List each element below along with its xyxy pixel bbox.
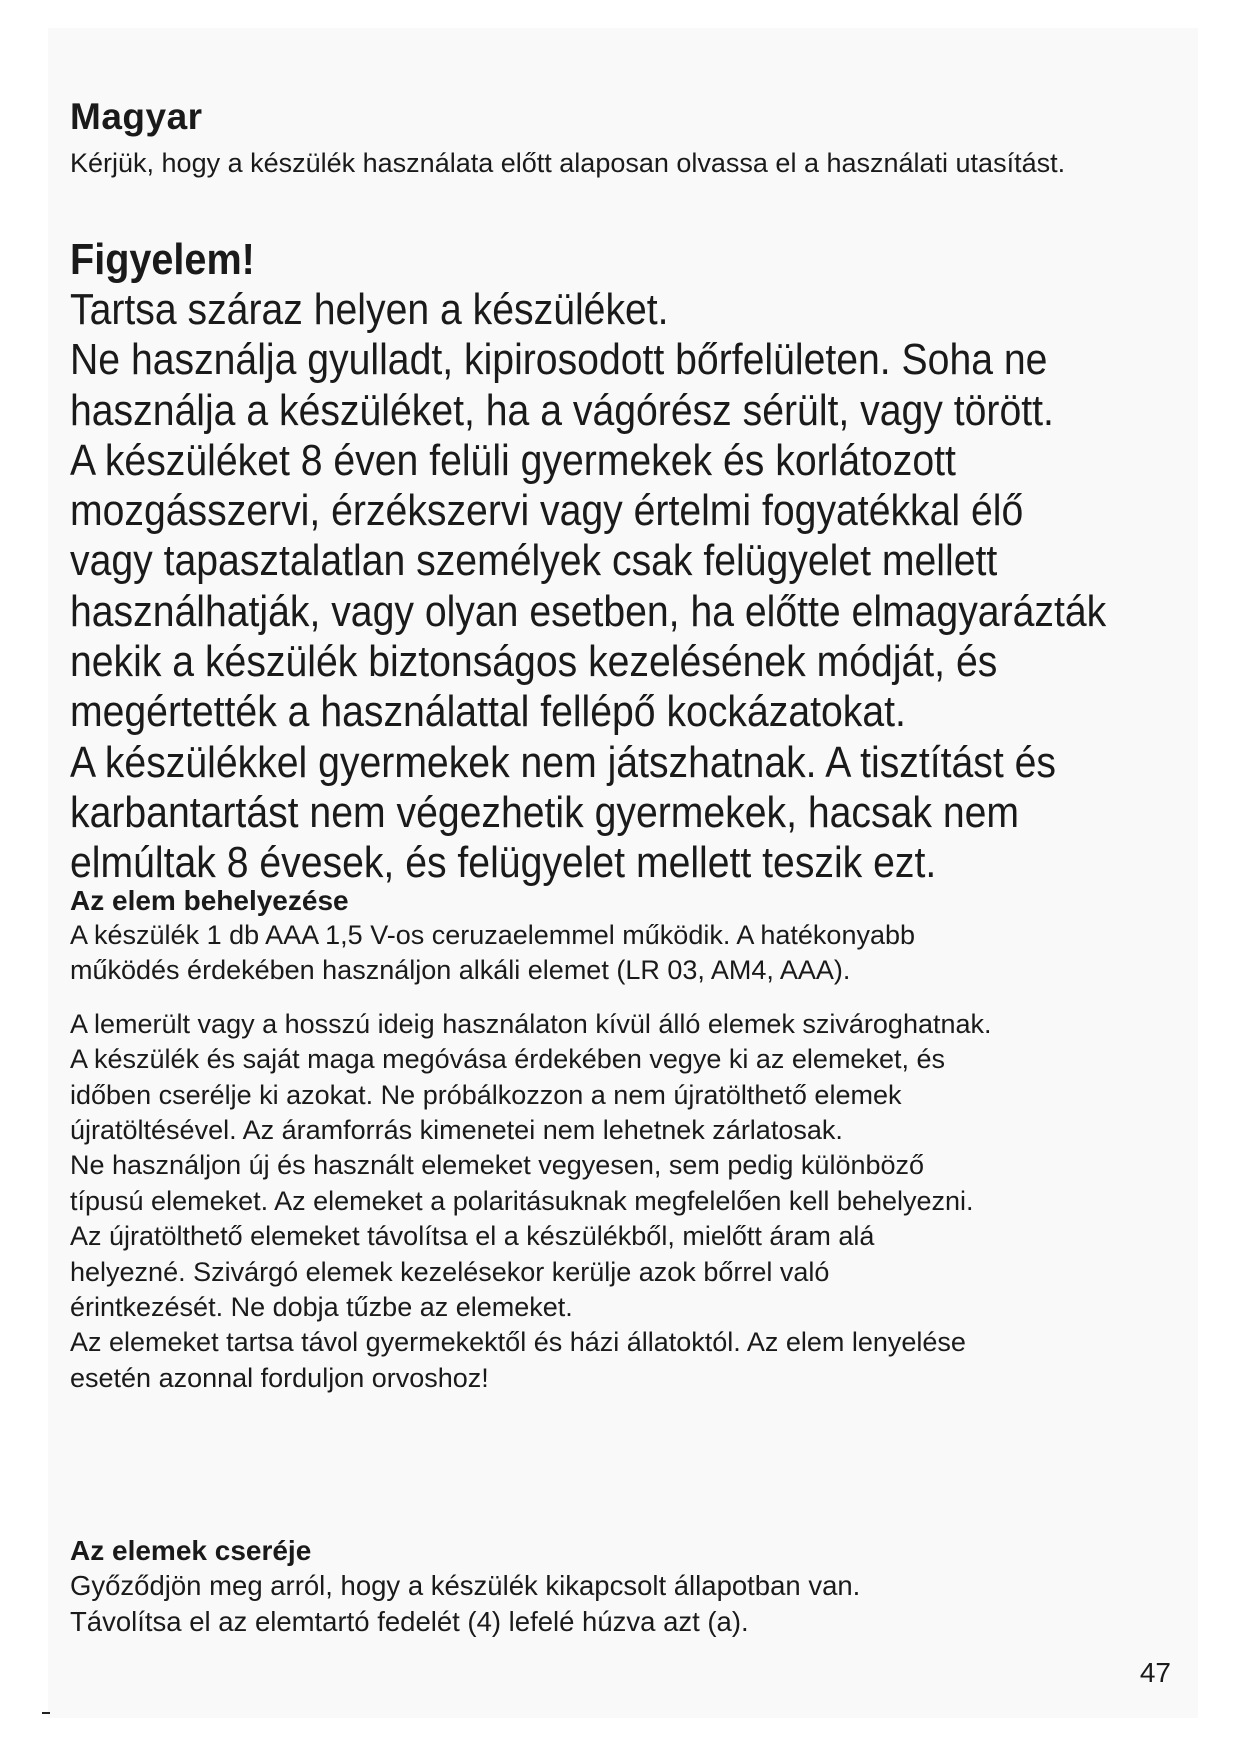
- warning-line: használhatják, vagy olyan esetben, ha előtte elmagyarázták: [70, 586, 1107, 636]
- warning-title: Figyelem!: [70, 235, 255, 284]
- document-body: [70, 95, 1180, 1637]
- language-heading: Magyar: [70, 96, 203, 137]
- text-line: A készülék és saját maga megóvása érdekében vegye ki az elemeket, és: [70, 1044, 945, 1075]
- text-line: újratöltésével. Az áramforrás kimenetei nem lehetnek zárlatosak.: [70, 1115, 843, 1146]
- battery-replacement-paragraph: [70, 1568, 1180, 1640]
- warning-line: Tartsa száraz helyen a készüléket.: [70, 285, 669, 334]
- intro-paragraph: Kérjük, hogy a készülék használata előtt alaposan olvassa el a használati utasítást.: [70, 148, 1066, 178]
- text-line: Ne használjon új és használt elemeket vegyesen, sem pedig különböző: [70, 1150, 925, 1181]
- text-line: Győződjön meg arról, hogy a készülék kikapcsolt állapotban van.: [70, 1570, 861, 1601]
- warning-line: A készülékkel gyermekek nem játszhatnak. A tisztítást és: [70, 737, 1056, 787]
- page-number: 47: [1139, 1657, 1171, 1688]
- text-line: Az elemeket tartsa távol gyermekektől és házi állatoktól. Az elem lenyelése: [70, 1327, 966, 1358]
- text-line: időben cserélje ki azokat. Ne próbálkozzon a nem újratölthető elemek: [70, 1079, 902, 1110]
- warning-paragraph: [70, 285, 1111, 889]
- text-line: működés érdekében használjon alkáli elemet (LR 03, AM4, AAA).: [70, 955, 851, 986]
- warning-line: karbantartást nem végezhetik gyermekek, hacsak nem: [70, 787, 1020, 837]
- warning-line: elmúltak 8 évesek, és felügyelet mellett teszik ezt.: [70, 838, 937, 888]
- warning-line: használja a készüléket, ha a vágórész sérült, vagy törött.: [70, 385, 1054, 435]
- text-line: érintkezését. Ne dobja tűzbe az elemeket.: [70, 1292, 573, 1323]
- battery-insertion-section: [70, 884, 1180, 1396]
- text-line: Távolítsa el az elemtartó fedelét (4) lefelé húzva azt (a).: [70, 1606, 749, 1637]
- battery-insertion-paragraph-2: [70, 1007, 1180, 1396]
- text-line: A lemerült vagy a hosszú ideig használaton kívül álló elemek szivároghatnak.: [70, 1008, 992, 1039]
- warning-line: A készüléket 8 éven felüli gyermekek és korlátozott: [70, 435, 956, 485]
- battery-replacement-title: Az elemek cseréje: [70, 1535, 312, 1566]
- battery-insertion-title: Az elem behelyezése: [70, 885, 349, 916]
- corner-mark: [42, 1712, 50, 1714]
- battery-replacement-section: [70, 1534, 1180, 1640]
- text-line: esetén azonnal forduljon orvoshoz!: [70, 1362, 489, 1393]
- battery-insertion-paragraph-1: [70, 918, 1180, 989]
- text-line: A készülék 1 db AAA 1,5 V-os ceruzaelemmel működik. A hatékonyabb: [70, 920, 916, 950]
- text-line: típusú elemeket. Az elemeket a polaritásuknak megfelelően kell behelyezni.: [70, 1185, 974, 1216]
- warning-line: vagy tapasztalatlan személyek csak felügyelet mellett: [70, 536, 998, 586]
- warning-line: Ne használja gyulladt, kipirosodott bőrfelületen. Soha ne: [70, 335, 1048, 385]
- text-line: Az újratölthető elemeket távolítsa el a készülékből, mielőtt áram alá: [70, 1221, 875, 1252]
- warning-line: megértették a használattal fellépő kockázatokat.: [70, 687, 906, 737]
- warning-line: mozgásszervi, érzékszervi vagy értelmi fogyatékkal élő: [70, 486, 1024, 536]
- warning-line: nekik a készülék biztonságos kezelésének módját, és: [70, 637, 998, 687]
- text-line: helyezné. Szivárgó elemek kezelésekor kerülje azok bőrrel való: [70, 1256, 830, 1287]
